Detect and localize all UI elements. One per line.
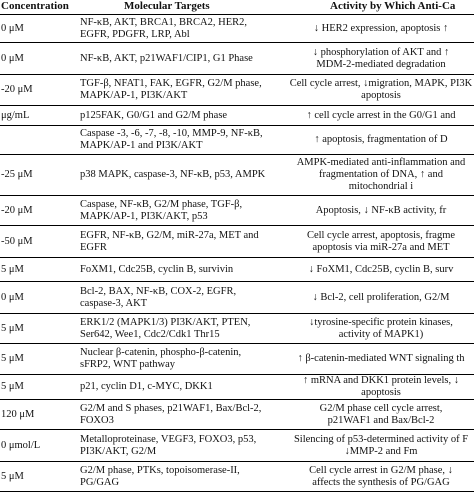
molecular-targets-cell-line: Caspase -3, -6, -7, -8, -10, MMP-9, NF-κB,	[80, 128, 263, 139]
activity-cell	[288, 258, 474, 281]
molecular-targets-cell-line: MAPK/AP-1, PI3K/AKT	[80, 90, 188, 101]
concentration-cell-line: -25 μM	[1, 169, 33, 180]
concentration-cell-line: μg/mL	[1, 109, 30, 121]
molecular-targets-cell-line: p125FAK, G0/G1 and G2/M phase	[80, 109, 228, 121]
concentration-cell	[0, 75, 77, 105]
molecular-targets-cell	[80, 155, 282, 195]
table-row	[0, 282, 474, 314]
activity-cell-line: apoptosis	[361, 90, 401, 101]
molecular-targets-cell-line: Nuclear β-catenin, phospho-β-catenin,	[80, 347, 242, 358]
molecular-targets-cell-line: p21, cyclin D1, c-MYC, DKK1	[80, 381, 213, 392]
activity-cell-line: ↑ mRNA and DKK1 protein levels, ↓	[302, 375, 460, 386]
activity-cell-line: G2/M phase cell cycle arrest,	[319, 402, 443, 414]
activity-cell-line: apoptosis via miR-27a and MET	[312, 241, 450, 253]
activity-cell-line: ↓ Bcl-2, cell proliferation, G2/M	[312, 291, 450, 303]
activity-cell	[288, 15, 474, 42]
molecular-targets-cell-line: TGF-β, NFAT1, FAK, EGFR, G2/M phase,	[80, 78, 262, 89]
activity-cell	[288, 226, 474, 257]
table-row	[0, 43, 474, 75]
activity-cell	[288, 43, 474, 74]
activity-cell	[288, 375, 474, 399]
activity-cell-line: apoptosis	[361, 387, 401, 398]
activity-cell-line: ↓ HER2 expression, apoptosis ↑	[313, 22, 449, 34]
activity-cell-line: Cell cycle arrest, ↓migration, MAPK, PI3K	[289, 78, 473, 89]
concentration-cell-line: 5 μM	[1, 263, 24, 275]
activity-cell	[288, 196, 474, 225]
activity-cell-line: Apoptosis, ↓ NF-κB activity, fr	[315, 204, 447, 216]
header-concentration: Concentration	[1, 0, 69, 12]
activity-cell-line: Cell cycle arrest, apoptosis, fragme	[306, 229, 456, 241]
molecular-targets-cell-line: EGFR	[80, 241, 107, 253]
table-header	[0, 0, 474, 15]
concentration-cell-line: 5 μM	[1, 381, 24, 392]
activity-cell-line: ↑ β-catenin-mediated WNT signaling th	[297, 353, 465, 364]
activity-cell-line: Cell cycle arrest in G2/M phase, ↓	[309, 464, 453, 476]
table-row	[0, 75, 474, 106]
activity-cell-line: affects the synthesis of PG/GAG	[312, 476, 450, 488]
molecular-targets-cell-line: FOXO3	[80, 414, 114, 426]
molecular-targets-cell	[80, 462, 282, 491]
molecular-targets-cell-line: Metalloproteinase, VEGF3, FOXO3, p53,	[80, 433, 257, 445]
table-row	[0, 314, 474, 344]
concentration-cell-line: 0 μM	[1, 52, 24, 64]
table-row	[0, 226, 474, 258]
molecular-targets-cell-line: EGFR, NF-κB, G2/M, miR-27a, MET and	[80, 229, 259, 241]
molecular-targets-cell-line: G2/M phase, PTKs, topoisomerase-II,	[80, 464, 240, 476]
molecular-targets-cell-line: Caspase, NF-κB, G2/M phase, TGF-β,	[80, 198, 243, 210]
activity-cell-line: MDM-2-mediated degradation	[316, 58, 446, 70]
concentration-cell	[0, 462, 77, 491]
concentration-cell	[0, 106, 77, 125]
header-activity: Activity by Which Anti-Ca	[330, 0, 456, 12]
molecular-targets-cell-line: PG/GAG	[80, 476, 120, 488]
concentration-cell-line: 0 μM	[1, 291, 24, 303]
activity-cell	[288, 400, 474, 429]
molecular-targets-cell-line: MAPK/AP-1 and PI3K/AKT	[80, 140, 203, 151]
table-row	[0, 196, 474, 226]
concentration-cell	[0, 430, 77, 461]
molecular-targets-cell-line: p38 MAPK, caspase-3, NF-κB, p53, AMPK	[80, 169, 266, 180]
molecular-targets-cell-line: PI3K/AKT, G2/M	[80, 445, 157, 457]
concentration-cell	[0, 43, 77, 74]
concentration-cell	[0, 375, 77, 399]
molecular-targets-cell-line: Bcl-2, BAX, NF-κB, COX-2, EGFR,	[80, 285, 237, 297]
concentration-cell	[0, 400, 77, 429]
concentration-cell-line: 0 μmol/L	[1, 439, 41, 451]
activity-cell	[288, 344, 474, 374]
molecular-targets-cell	[80, 126, 282, 154]
table-row	[0, 15, 474, 43]
concentration-cell	[0, 314, 77, 343]
activity-cell-line: ↓MMP-2 and Fm	[344, 445, 418, 457]
table-row	[0, 430, 474, 462]
activity-cell-line: AMPK-mediated anti-inflammation and	[296, 157, 466, 168]
molecular-targets-cell	[80, 106, 282, 125]
concentration-cell-line: -20 μM	[1, 84, 33, 95]
concentration-cell-line: 5 μM	[1, 353, 24, 364]
concentration-cell	[0, 226, 77, 257]
table-row	[0, 375, 474, 400]
activity-cell-line: ↓tyrosine-specific protein kinases,	[309, 316, 453, 328]
activity-cell	[288, 282, 474, 313]
activity-cell-line: mitochondrial i	[348, 181, 414, 192]
table-row	[0, 106, 474, 126]
activity-cell-line: fragmentation of DNA, ↑ and	[319, 169, 443, 180]
molecular-targets-cell-line: MAPK/AP-1, PI3K/AKT, p53	[80, 210, 208, 222]
molecular-targets-cell	[80, 75, 282, 105]
activity-cell-line: ↑ apoptosis, fragmentation of D	[314, 134, 448, 145]
table-row	[0, 400, 474, 430]
activity-cell-line: ↓ phosphorylation of AKT and ↑	[312, 46, 450, 58]
molecular-targets-cell	[80, 314, 282, 343]
concentration-cell	[0, 126, 77, 154]
concentration-cell	[0, 15, 77, 42]
molecular-targets-cell	[80, 43, 282, 74]
header-molecular-targets: Molecular Targets	[124, 0, 210, 12]
concentration-cell	[0, 258, 77, 281]
concentration-cell-line: -20 μM	[1, 204, 33, 216]
molecular-targets-cell-line: NF-κB, AKT, BRCA1, BRCA2, HER2,	[80, 16, 247, 28]
concentration-cell-line: 5 μM	[1, 470, 24, 482]
activity-cell	[288, 155, 474, 195]
molecular-targets-cell-line: EGFR, PDGFR, LRP, Abl	[80, 28, 190, 40]
concentration-cell-line: 0 μM	[1, 22, 24, 34]
activity-cell-line: Silencing of p53-determined activity of F	[293, 433, 469, 445]
table-row	[0, 258, 474, 282]
molecular-targets-cell-line: NF-κB, AKT, p21WAF1/CIP1, G1 Phase	[80, 52, 253, 64]
molecular-targets-cell	[80, 282, 282, 313]
activity-cell-line: activity of MAPK1)	[338, 328, 424, 340]
activity-cell	[288, 314, 474, 343]
molecular-targets-cell	[80, 430, 282, 461]
table-row	[0, 126, 474, 155]
molecular-targets-cell	[80, 196, 282, 225]
molecular-targets-cell-line: FoXM1, Cdc25B, cyclin B, survivin	[80, 263, 234, 275]
concentration-cell	[0, 282, 77, 313]
molecular-targets-cell	[80, 375, 282, 399]
table-row	[0, 462, 474, 492]
activity-cell	[288, 126, 474, 154]
molecular-targets-cell-line: G2/M and S phases, p21WAF1, Bax/Bcl-2,	[80, 402, 262, 414]
table-row	[0, 155, 474, 196]
concentration-cell-line: 5 μM	[1, 322, 24, 334]
concentration-cell	[0, 196, 77, 225]
activity-cell	[288, 462, 474, 491]
activity-cell	[288, 430, 474, 461]
molecular-targets-cell	[80, 15, 282, 42]
molecular-targets-cell-line: Ser642, Wee1, Cdc2/Cdk1 Thr15	[80, 328, 220, 340]
activity-cell	[288, 75, 474, 105]
table-row	[0, 344, 474, 375]
activity-cell-line: ↓ FoXM1, Cdc25B, cyclin B, surv	[308, 263, 454, 275]
molecular-targets-cell	[80, 226, 282, 257]
molecular-targets-cell	[80, 344, 282, 374]
activity-cell	[288, 106, 474, 125]
molecular-targets-cell	[80, 258, 282, 281]
concentration-cell	[0, 155, 77, 195]
activity-cell-line: p21WAF1 and Bax/Bcl-2	[327, 414, 435, 426]
molecular-targets-cell	[80, 400, 282, 429]
molecular-targets-cell-line: sFRP2, WNT pathway	[80, 359, 175, 370]
concentration-cell	[0, 344, 77, 374]
molecular-targets-cell-line: caspase-3, AKT	[80, 297, 148, 309]
activity-cell-line: ↑ cell cycle arrest in the G0/G1 and	[306, 109, 456, 121]
molecular-targets-cell-line: ERK1/2 (MAPK1/3) PI3K/AKT, PTEN,	[80, 316, 251, 328]
concentration-cell-line: -50 μM	[1, 235, 33, 247]
concentration-cell-line: 120 μM	[1, 408, 35, 420]
